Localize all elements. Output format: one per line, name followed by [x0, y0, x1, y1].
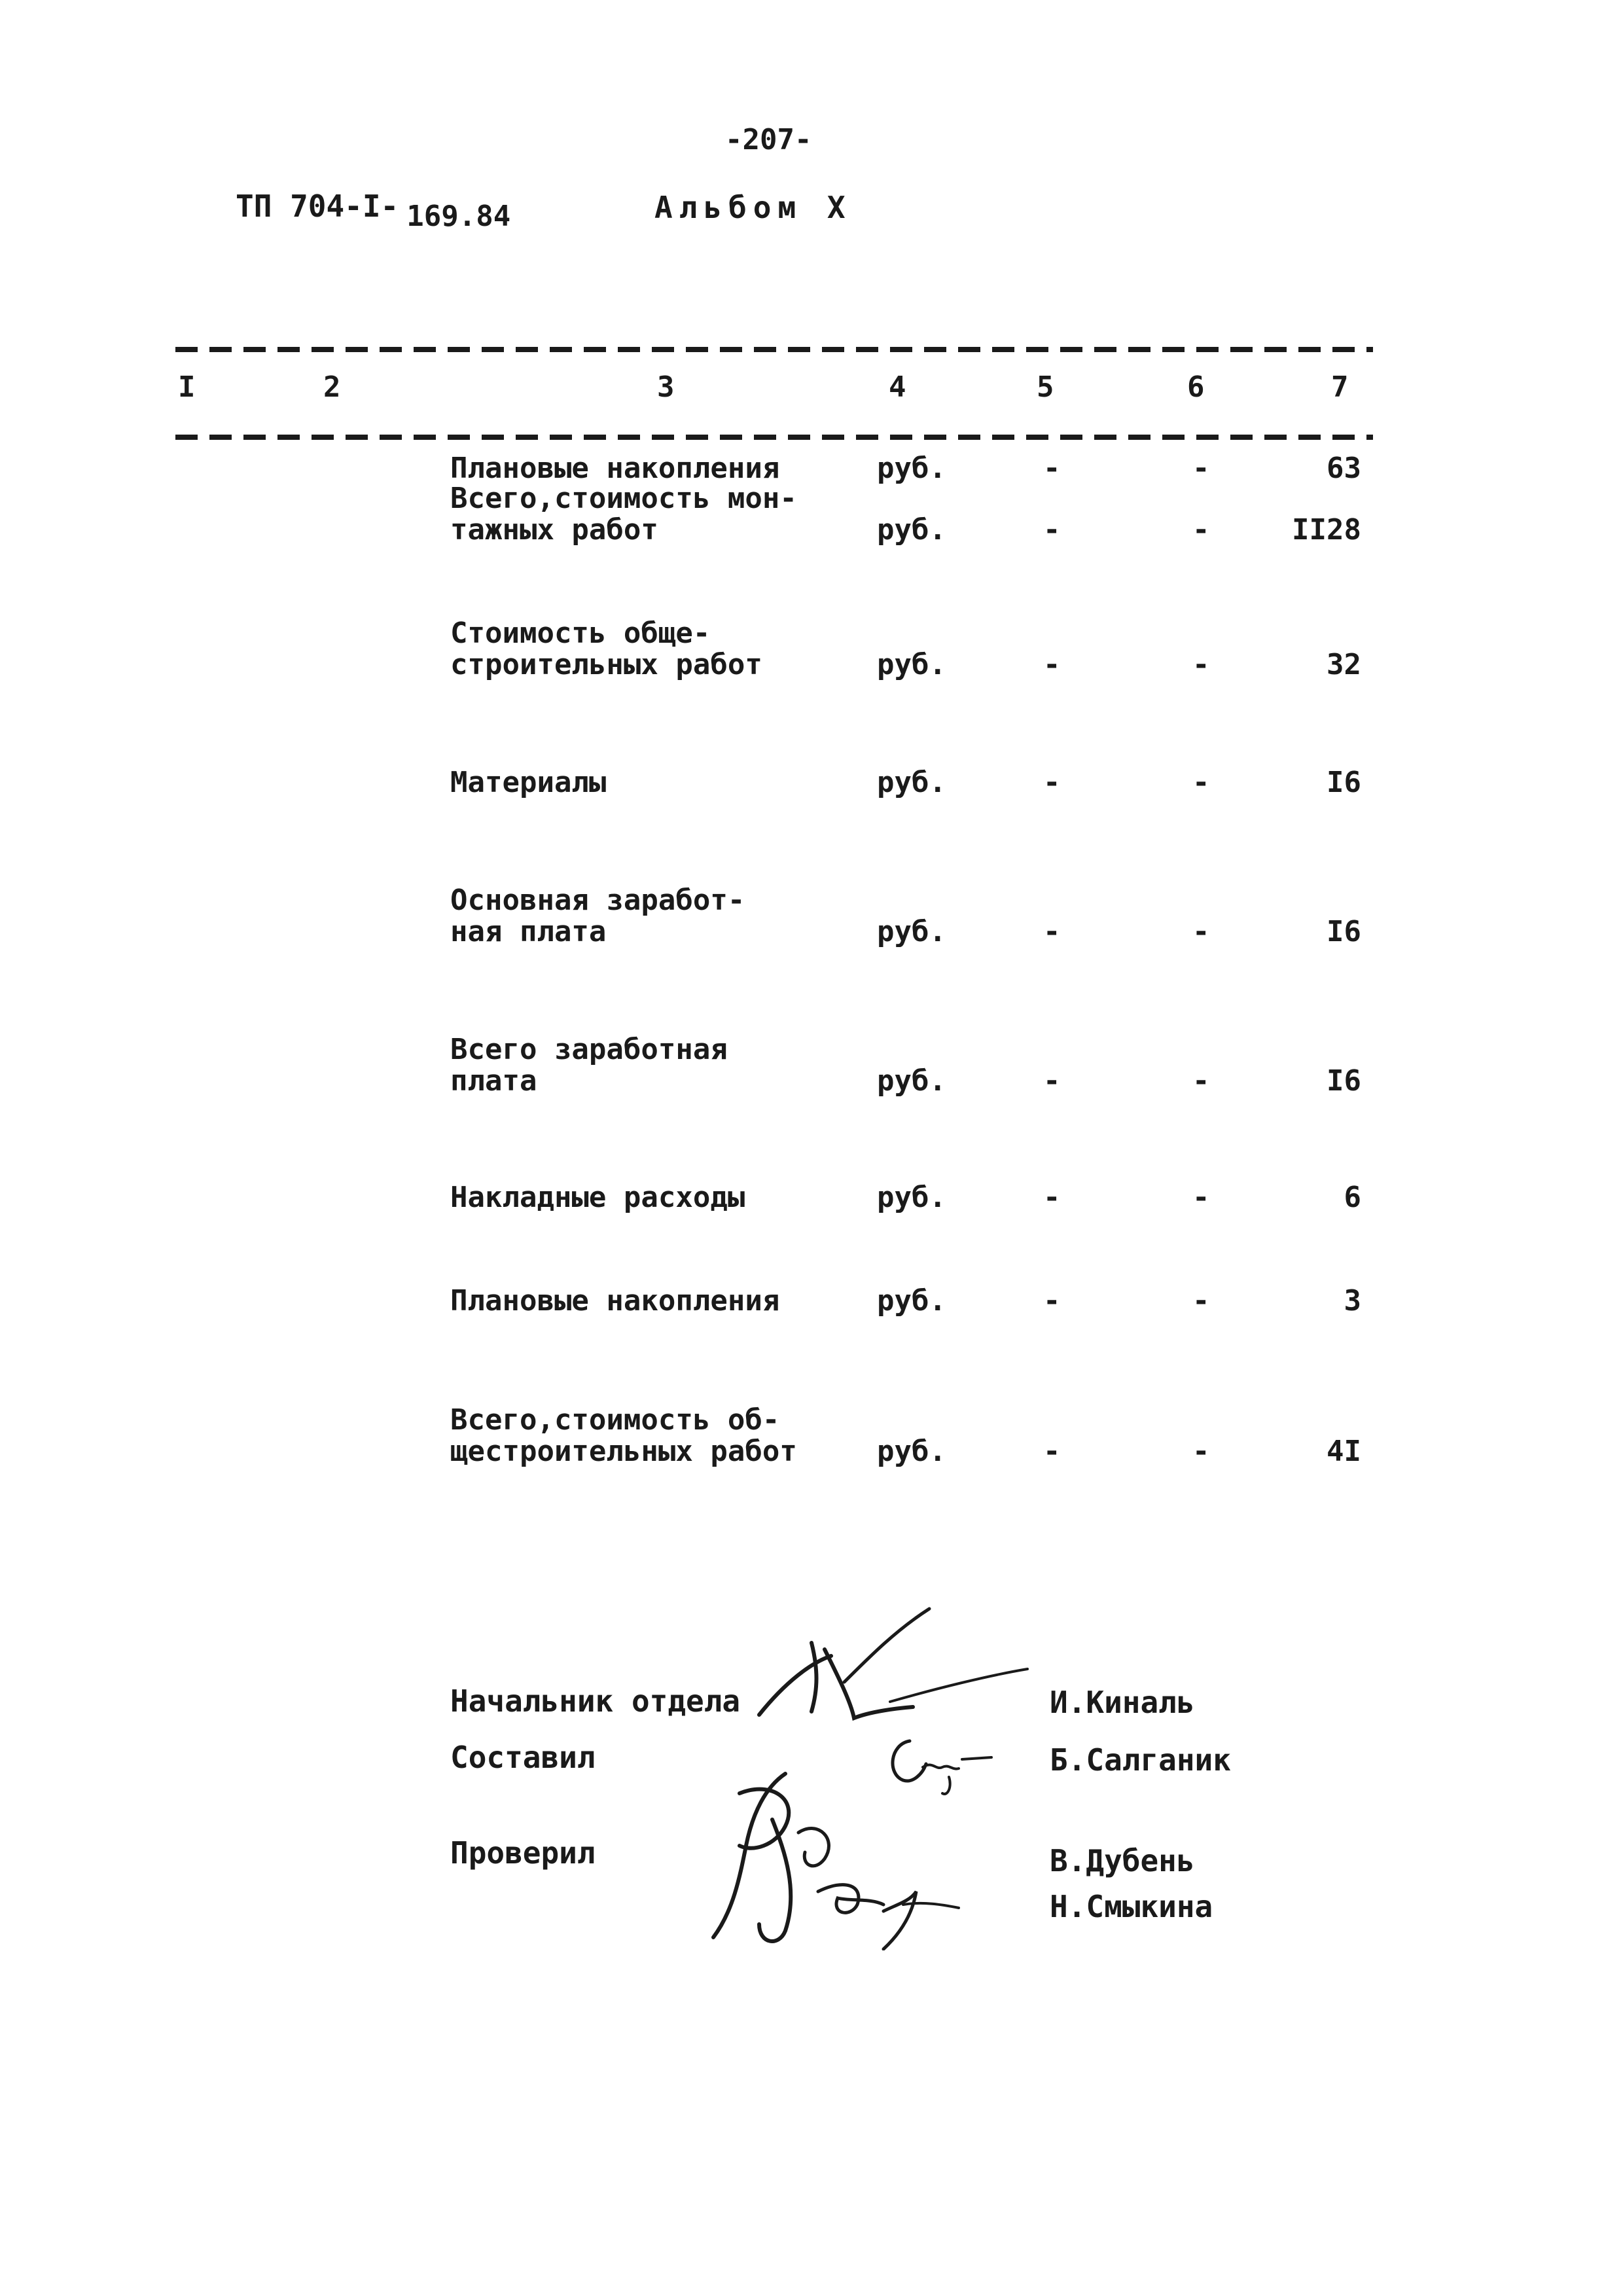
column-number-3: 3 [657, 370, 675, 404]
row-value: 3 [1344, 1284, 1361, 1318]
row-col5: - [1043, 1435, 1061, 1468]
column-number-5: 5 [1037, 370, 1054, 404]
row-col5: - [1043, 1064, 1061, 1098]
table-row [0, 452, 1623, 484]
column-number-6: 6 [1187, 370, 1205, 404]
row-col5: - [1043, 452, 1061, 485]
row-col6: - [1192, 1181, 1210, 1214]
row-unit: руб. [877, 1284, 946, 1318]
head-signature [740, 1604, 1041, 1728]
row-col6: - [1192, 513, 1210, 547]
row-name: Всего,стоимость об- щестроительных работ [450, 1403, 797, 1468]
table-top-rule [175, 347, 1373, 352]
row-col5: - [1043, 513, 1061, 547]
row-unit: руб. [877, 648, 946, 681]
row-col5: - [1043, 915, 1061, 948]
page-number: -207- [725, 123, 812, 156]
table-row [0, 482, 1623, 546]
row-unit: руб. [877, 1064, 946, 1098]
row-unit: руб. [877, 766, 946, 799]
row-unit: руб. [877, 452, 946, 485]
column-number-1: I [178, 370, 196, 404]
table-row [0, 1173, 1623, 1213]
column-number-4: 4 [889, 370, 906, 404]
row-name: Основная заработ- ная плата [450, 884, 745, 948]
album-title: Альбом X [654, 190, 852, 225]
row-col6: - [1192, 1284, 1210, 1318]
row-col5: - [1043, 1181, 1061, 1214]
table-row [0, 1394, 1623, 1467]
row-value: I6 [1327, 766, 1361, 799]
document-code-number: 169.84 [406, 200, 511, 233]
row-name: Стоимость обще- строительных работ [450, 617, 762, 681]
row-value: 32 [1327, 648, 1361, 681]
row-col6: - [1192, 452, 1210, 485]
row-unit: руб. [877, 513, 946, 547]
column-number-2: 2 [323, 370, 341, 404]
row-name: Плановые накопления [450, 1284, 780, 1318]
row-name: Всего,стоимость мон- тажных работ [450, 482, 797, 547]
checked-signature [687, 1761, 962, 1950]
row-name: Материалы [450, 766, 607, 799]
table-row [0, 1278, 1623, 1317]
row-name: Плановые накопления [450, 452, 780, 485]
row-col6: - [1192, 1064, 1210, 1098]
row-col6: - [1192, 1435, 1210, 1468]
table-row [0, 876, 1623, 948]
row-value: 4I [1327, 1435, 1361, 1468]
row-col5: - [1043, 766, 1061, 799]
row-unit: руб. [877, 915, 946, 948]
row-value: I6 [1327, 1064, 1361, 1098]
row-col6: - [1192, 648, 1210, 681]
row-col6: - [1192, 766, 1210, 799]
row-value: I6 [1327, 915, 1361, 948]
head-of-department-label: Начальник отдела [450, 1683, 741, 1719]
table-header-rule [175, 435, 1373, 440]
row-name: Всего заработная плата [450, 1033, 728, 1098]
row-value: 6 [1344, 1181, 1361, 1214]
document-code [236, 188, 511, 233]
table-row [0, 759, 1623, 798]
document-code-prefix: ТП 704-I- [236, 188, 399, 224]
row-unit: руб. [877, 1181, 946, 1214]
column-number-7: 7 [1331, 370, 1349, 404]
checked-by-label: Проверил [450, 1835, 596, 1871]
checked-by-name-2: Н.Смыкина [1050, 1889, 1213, 1924]
checked-by-name-1: В.Дубень [1050, 1843, 1195, 1878]
row-name: Накладные расходы [450, 1181, 745, 1214]
row-value: 63 [1327, 452, 1361, 485]
row-col5: - [1043, 1284, 1061, 1318]
table-row [0, 1025, 1623, 1097]
row-col5: - [1043, 648, 1061, 681]
row-col6: - [1192, 915, 1210, 948]
row-unit: руб. [877, 1435, 946, 1468]
head-of-department-name: И.Киналь [1050, 1685, 1195, 1720]
compiled-by-label: Составил [450, 1740, 596, 1775]
compiled-by-name: Б.Салганик [1050, 1742, 1231, 1778]
table-row [0, 610, 1623, 681]
row-value: II28 [1292, 513, 1361, 547]
